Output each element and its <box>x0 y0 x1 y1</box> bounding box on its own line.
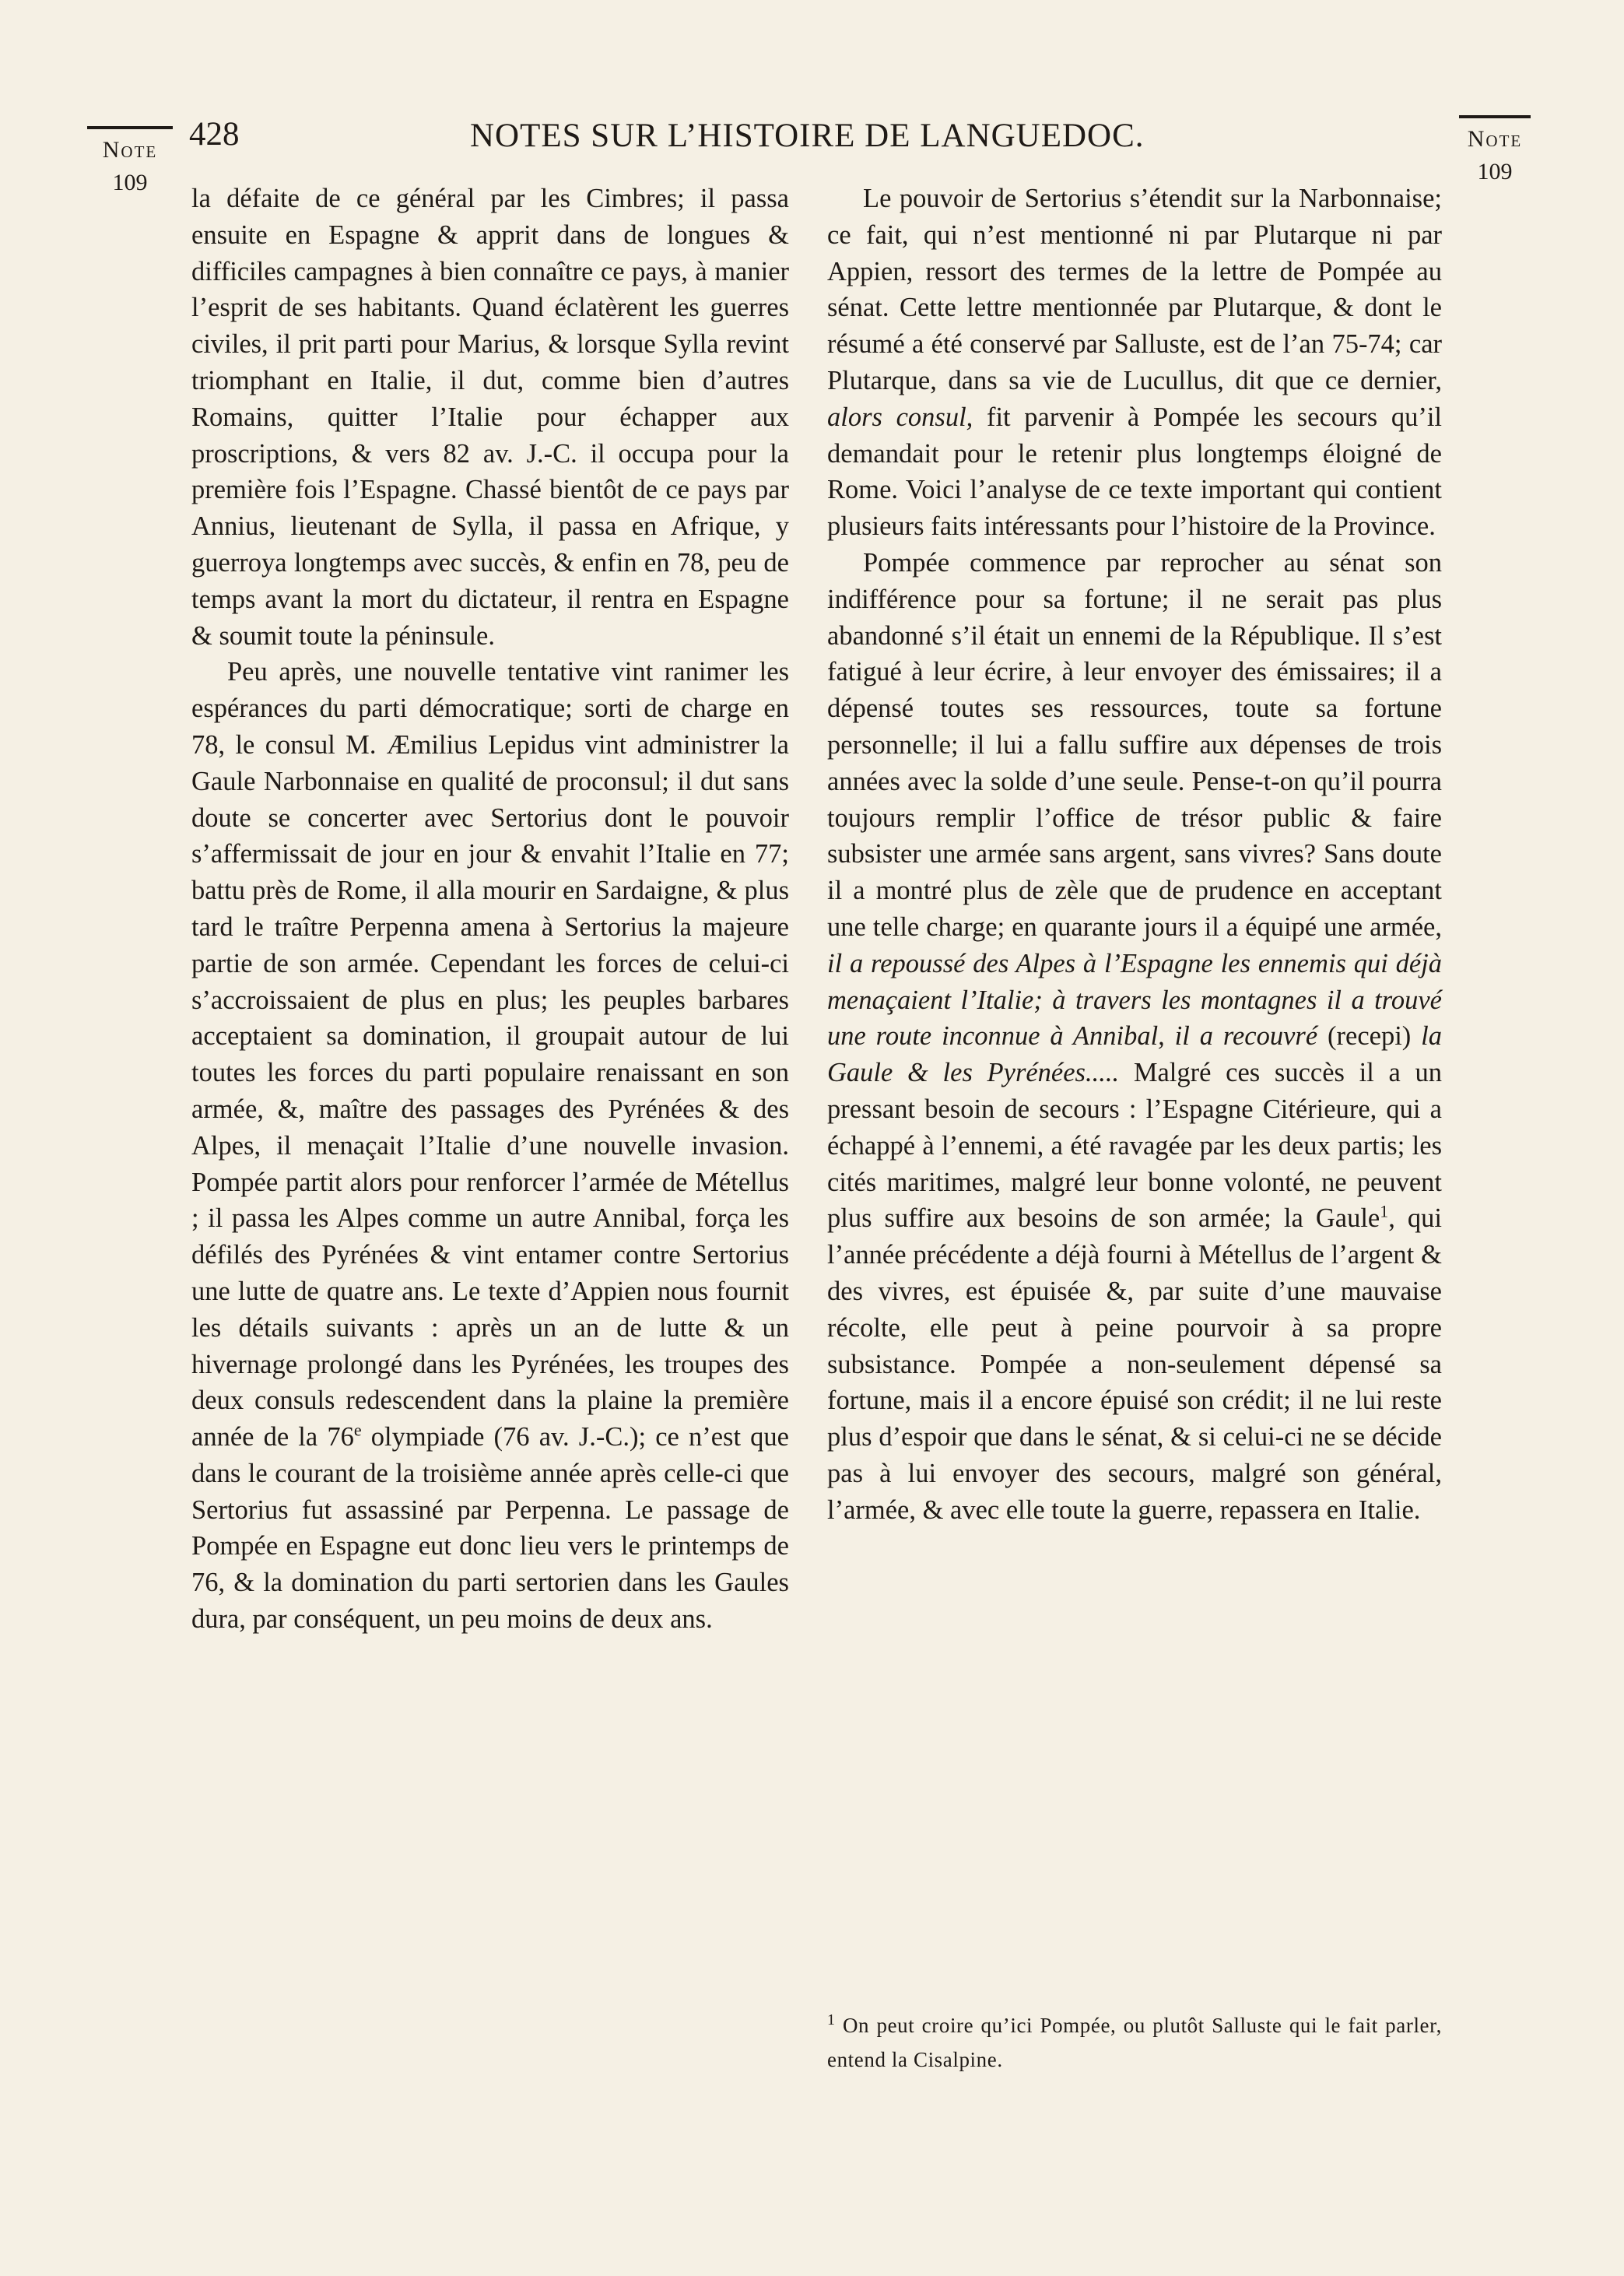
margin-note-number: 109 <box>112 170 148 195</box>
margin-note-left <box>87 126 173 196</box>
paragraph-text: , qui l’année précédente a déjà fourni à Métellus de l’argent & des vivres, est épuisée &, par suite d’une mauvaise récolte, elle peut à peine pourvoir à sa propre subsistance. Pompée a non-seulement dépensé sa fortune, mais il a encore épuisé son crédit; il ne lui reste plus d’espoir que dans le sénat, & si celui-ci ne se décide pas à lui envoyer des secours, malgré son général, l’armée, & avec elle toute la guerre, repassera en Italie. <box>827 1203 1442 1525</box>
paragraph-text: Le pouvoir de Sertorius s’étendit sur la Narbonnaise; ce fait, qui n’est mentionné ni par Plutarque ni par Appien, ressort des termes de la lettre de Pompée au sénat. Cette lettre mentionnée par Plutarque, & dont le résumé a été conservé par Salluste, est de l’an 75-74; car Plutarque, dans sa vie de Lucullus, dit que ce dernier, <box>827 184 1442 395</box>
paragraph: la défaite de ce général par les Cimbres; il passa ensuite en Espagne & apprit dans de longues & difficiles campagnes à bien connaître ce pays, à manier l’esprit de ses habitants. Quand éclatèrent les guerres civiles, il prit parti pour Marius, & lorsque Sylla revint triomphant en Italie, il dut, comme bien d’autres Romains, quitter l’Italie pour échapper aux proscriptions, & vers 82 av. J.-C. il occupa pour la première fois l’Espagne. Chassé bientôt de ce pays par Annius, lieutenant de Sylla, il passa en Afrique, y guerroya longtemps avec succès, & enfin en 78, peu de temps avant la mort du dictateur, il rentra en Espagne & soumit toute la péninsule. <box>191 184 789 651</box>
margin-note-label: Note <box>102 137 158 163</box>
paragraph-text: Peu après, une nouvelle tentative vint ranimer les espérances du parti démocratique; sorti de charge en 78, le consul M. Æmilius Lepidus vint administrer la Gaule Narbonnaise en qualité de proconsul; il dut sans doute se concerter avec Sertorius dont le pouvoir s’affermissait de jour en jour & envahit l’Italie en 77; battu près de Rome, il alla mourir en Sardaigne, & plus tard le traître Perpenna amena à Sertorius la majeure partie de son armée. Cependant les forces de celui-ci s’accroissaient de plus en plus; les peuples barbares acceptaient sa domination, il groupait autour de lui toutes les forces du parti populaire renaissant en son armée, &, maître des passages des Pyrénées & des Alpes, il menaçait l’Italie d’une nouvelle invasion. Pompée partit alors pour renforcer l’armée de Métellus ; il passa les Alpes comme un autre Annibal, força les défilés des Pyrénées & vint entamer contre Sertorius une lutte de quatre ans. Le texte d’Appien nous fournit les détails suivants : après un an de lutte & un hivernage prolongé dans les Pyrénées, les troupes des deux consuls redescendent dans la plaine la première année de la 76 <box>191 657 789 1452</box>
right-column <box>827 181 1442 1528</box>
paragraph <box>191 654 789 1638</box>
footnote <box>827 2008 1442 2077</box>
paragraph-text: Malgré ces succès il a un pressant besoin de secours : l’Espagne Citérieure, qui a échappé à l’ennemi, a été ravagée par les deux partis; les cités maritimes, malgré leur bonne volonté, ne peuvent plus suffire aux besoins de son armée; la Gaule <box>827 1058 1443 1234</box>
superscript: e <box>353 1420 362 1440</box>
footnote-mark: 1 <box>827 2011 836 2028</box>
paragraph-text: olympiade (76 av. J.-C.); ce n’est que dans le courant de la troisième année après celle-ci que Sertorius fut assassiné par Perpenna. Le passage de Pompée en Espagne eut donc lieu vers le printemps de 76, & la domination du parti sertorien dans les Gaules dura, par conséquent, un peu moins de deux ans. <box>191 1422 789 1635</box>
italic-text: il a repoussé des Alpes à l’Espagne les ennemis qui déjà menaçaient l’Italie; à travers les montagnes il a trouvé une route inconnue à Annibal, il a recouvré <box>827 948 1442 1052</box>
paragraph-text: (recepi) <box>1317 1021 1422 1052</box>
margin-rule <box>87 126 173 129</box>
footnote-reference: 1 <box>1380 1201 1389 1221</box>
paragraph-text: Pompée commence par reprocher au sénat son indifférence pour sa fortune; il ne serait pas plus abandonné s’il était un ennemi de la République. Il s’est fatigué à leur écrire, à leur envoyer des émissaires; il a dépensé toutes ses ressources, toute sa fortune personnelle; il lui a fallu suffire aux dépenses de trois années avec la solde d’une seule. Pense-t-on qu’il pourra toujours remplir l’office de trésor public & faire subsister une armée sans argent, sans vivres? Sans doute il a montré plus de zèle que de prudence en acceptant une telle charge; en quarante jours il a équipé une armée, <box>827 547 1442 942</box>
italic-text: alors consul, <box>827 402 973 432</box>
paragraph-text: fit parvenir à Pompée les secours qu’il demandait pour le retenir plus longtemps éloigné de Rome. Voici l’analyse de ce texte important qui contient plusieurs faits intéressants pour l’histoire de la Province. <box>827 402 1442 542</box>
margin-note-right <box>1459 115 1531 185</box>
running-head: NOTES SUR L’HISTOIRE DE LANGUEDOC. <box>470 118 1145 154</box>
margin-note-label: Note <box>1467 126 1523 152</box>
footnote-text: On peut croire qu’ici Pompée, ou plutôt Salluste qui le fait parler, entend la Cisalpine. <box>827 2014 1442 2071</box>
page-number: 428 <box>189 116 240 153</box>
italic-text: la Gaule & les Pyrénées..... <box>827 1021 1442 1088</box>
margin-rule <box>1459 115 1531 118</box>
left-column <box>191 181 789 1638</box>
paragraph <box>827 545 1442 1529</box>
paragraph <box>827 181 1442 545</box>
margin-note-number: 109 <box>1477 159 1513 184</box>
